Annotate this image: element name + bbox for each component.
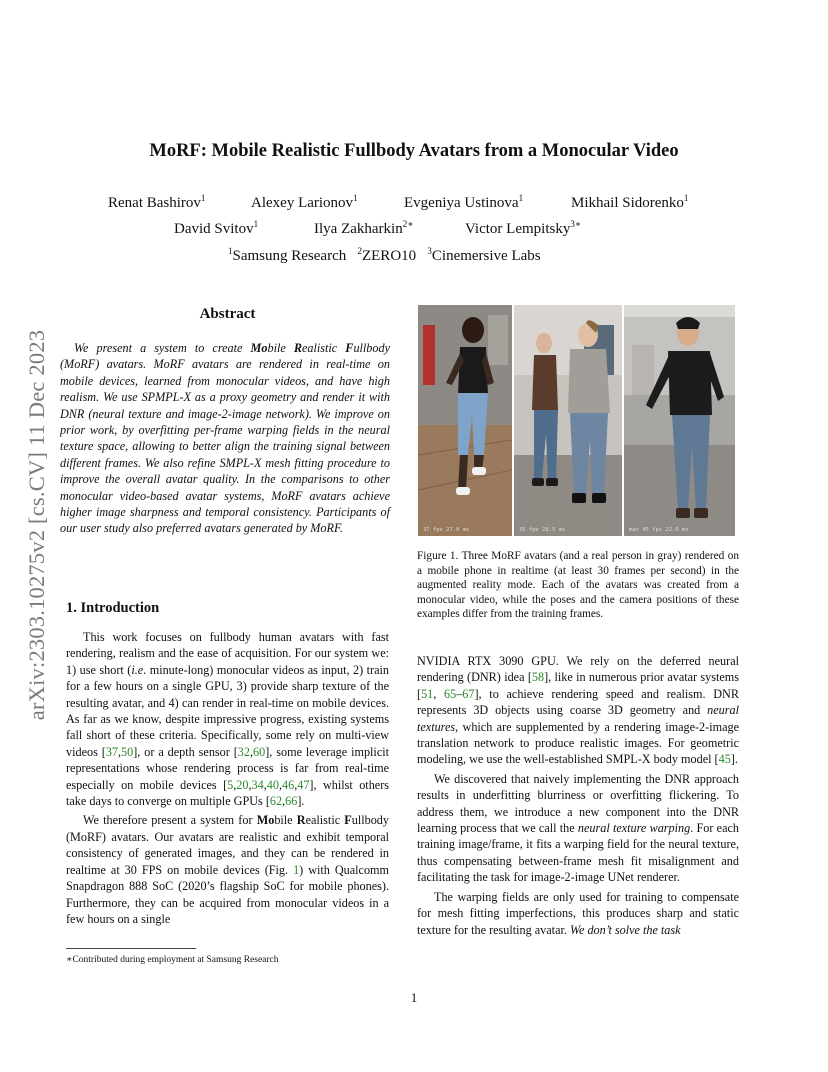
citation-link[interactable]: 58 <box>531 670 545 685</box>
arxiv-identifier-sidebar <box>22 285 52 765</box>
footnote-rule <box>66 948 196 949</box>
author-3: Evgeniya Ustinova$^1$ <box>404 193 524 211</box>
fps-readout: 37 fps 27.0 ms <box>423 527 470 533</box>
author-5: David Svitov$^1$ <box>174 219 259 237</box>
author-7: Victor Lempitsky$^{3∗}$ <box>465 219 581 237</box>
citation-link[interactable]: 50 <box>121 744 134 759</box>
figure-1-image <box>418 305 735 536</box>
citation-link[interactable]: 37 <box>105 744 118 759</box>
author-4: Mikhail Sidorenko$^1$ <box>571 193 689 211</box>
citation-link[interactable]: 45 <box>718 752 731 767</box>
abstract-heading: Abstract <box>199 306 256 322</box>
author-2: Alexey Larionov$^1$ <box>251 193 358 211</box>
right-paragraph-2: We discovered that naively implementing the DNR approach results in underfitting blurriness or overfitting flickering. To address them, we introduce a new component into the DNR learning process that we call the neural texture warping. For each training image/frame, it fits a warping field for the neural texture, thus compensating between-frame mesh fit misalignment and facilitating the task for image-2-image UNet renderer. <box>417 771 739 885</box>
right-paragraph-3: The warping fields are only used for training to compensate for mesh fitting imperfections, this produces sharp and static texture for the resulting avatar. We don’t solve the task <box>417 889 739 937</box>
avatar-photo-2 <box>514 305 622 536</box>
citation-link[interactable]: 46 <box>282 777 295 792</box>
citation-link[interactable]: 40 <box>266 777 279 792</box>
citation-link[interactable]: 5 <box>227 777 234 792</box>
citation-link[interactable]: 20 <box>236 777 249 792</box>
fps-readout: max 45 fps 22.0 ms <box>629 527 689 533</box>
right-column-body <box>417 653 739 938</box>
right-paragraph-1: NVIDIA RTX 3090 GPU. We rely on the deferred neural rendering (DNR) idea [58], like in numerous prior avatar systems [51, 65–67], to achieve rendering speed and realism. DNR represents 3D objects using coarse 3D geometry and neural textures, which are supplemented by a rendering image-2-image translation network to produce realistic images. For geometric modeling, we use the well-established SMPL-X body model [45]. <box>417 654 740 767</box>
citation-link[interactable]: 51 <box>421 686 434 701</box>
arxiv-identifier: arXiv:2303.10275v2 [cs.CV] 11 Dec 2023 <box>24 329 49 721</box>
avatar-photo-3 <box>624 305 735 536</box>
fps-readout: 35 fps 28.5 ms <box>519 527 566 533</box>
citation-link[interactable]: 65 <box>444 686 457 701</box>
abstract-body: We present a system to create Mobile Realistic Fullbody (MoRF) avatars. MoRF avatars are rendered in real-time on mobile devices, learned from monocular videos, and have high realism. We use SPMPL-X as a proxy geometry and render it with DNR (neural texture and image-2-image network). We improve on prior work, by overfitting per-frame warping fields in the neural texture space, allowing to better align the training signal between different frames. We also refine SMPL-X mesh fitting procedure to improve the overall avatar quality. In the comparisons to other monocular video-based avatar systems, MoRF avatars achieve higher image sharpness and temporal consistency. Participants of our user study also preferred avatars generated by MoRF. <box>60 341 390 536</box>
introduction-heading: 1. Introduction <box>66 600 160 616</box>
intro-paragraph-2: We therefore present a system for Mobile Realistic Fullbody (MoRF) avatars. Our avatars are realistic and exhibit temporal consistency of generated images, and they can be rendered in realtime at 30 FPS on mobile devices (Fig. 1) with Qualcomm Snapdragon 888 SoC (2020’s flagship SoC for mobile phones). Furthermore, they can be acquired from monocular videos in a few hours on a single <box>66 813 390 926</box>
avatar-photo-1 <box>418 305 512 536</box>
author-6: Ilya Zakharkin$^{2∗}$ <box>314 219 414 237</box>
page-number: 1 <box>410 990 418 1005</box>
citation-link[interactable]: 60 <box>253 744 266 759</box>
intro-paragraph-1: This work focuses on fullbody human avatars with fast rendering, realism and the ease of acquisition. For our system we: 1) use short (i.e. minute-long) monocular videos as input, 2) train for a few hours on a single GPU, 3) provide sharp texture of the resulting avatar, and 4) can render in real-time on mobile devices. As far as we know, despite impressive progress, existing systems fall short of these criteria. Specifically, some rely on multi-view videos [37,50], or a depth sensor [32,60], some leverage implicit representations whose rendering process is far from real-time especially on mobile devices [5,20,34,40,46,47], whilst others take days to converge on multiple GPUs [62,66]. <box>66 630 389 809</box>
citation-link[interactable]: 32 <box>237 744 250 759</box>
citation-link[interactable]: 66 <box>285 794 298 809</box>
footnote: ∗Contributed during employment at Samsung Research <box>66 955 279 965</box>
citation-link[interactable]: 47 <box>297 777 310 792</box>
citation-link[interactable]: 34 <box>251 777 264 792</box>
citation-link[interactable]: 62 <box>269 794 283 809</box>
affiliations: $^1$Samsung Research $^2$ZERO10 $^3$Cinemersive Labs <box>228 246 541 264</box>
paper-title: MoRF: Mobile Realistic Fullbody Avatars from a Monocular Video <box>149 141 679 161</box>
author-1: Renat Bashirov$^1$ <box>108 193 206 211</box>
figure-1-caption: Figure 1. Three MoRF avatars (and a real person in gray) rendered on a mobile phone in realtime (at least 30 frames per second) in the augmented reality mode. Each of the avatars was created from a monocular video, while the poses and the camera positions of these examples differ from the training frames. <box>417 550 739 620</box>
introduction-body <box>66 629 389 927</box>
figure-link[interactable]: 1 <box>293 862 300 877</box>
citation-link[interactable]: 67 <box>462 686 475 701</box>
